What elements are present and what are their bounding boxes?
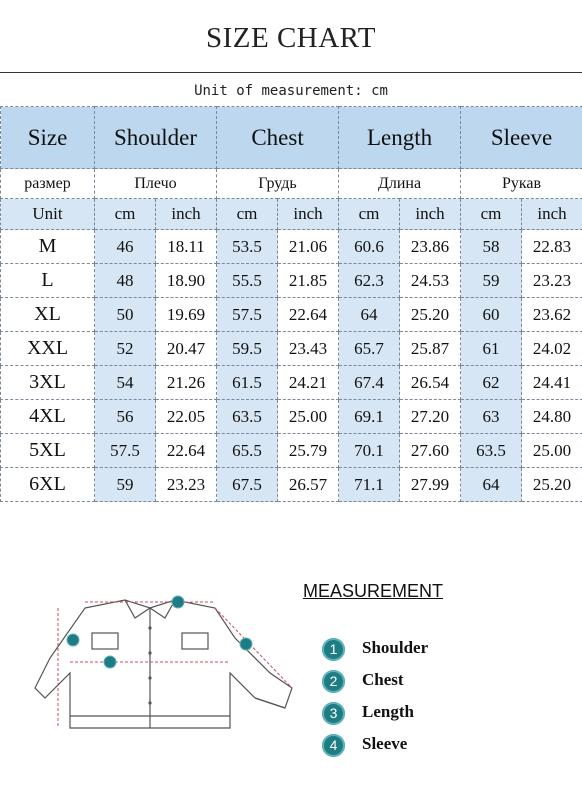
value-cell: 58 [461, 230, 522, 264]
jacket-diagram-icon [30, 578, 310, 778]
value-cell: 27.99 [400, 468, 461, 502]
value-cell: 62.3 [339, 264, 400, 298]
size-cell: M [1, 230, 95, 264]
number-badge-1: 1 [322, 638, 345, 661]
value-cell: 50 [95, 298, 156, 332]
value-cell: 25.00 [522, 434, 582, 468]
header-chest: Chest [217, 107, 339, 169]
value-cell: 22.05 [156, 400, 217, 434]
value-cell: 27.60 [400, 434, 461, 468]
value-cell: 23.62 [522, 298, 582, 332]
value-cell: 20.47 [156, 332, 217, 366]
value-cell: 23.86 [400, 230, 461, 264]
header-length: Length [339, 107, 461, 169]
value-cell: 53.5 [217, 230, 278, 264]
value-cell: 26.57 [278, 468, 339, 502]
header-sleeve: Sleeve [461, 107, 582, 169]
value-cell: 57.5 [217, 298, 278, 332]
value-cell: 25.87 [400, 332, 461, 366]
value-cell: 67.5 [217, 468, 278, 502]
value-cell: 63.5 [217, 400, 278, 434]
value-cell: 19.69 [156, 298, 217, 332]
value-cell: 52 [95, 332, 156, 366]
unit-cell: cm [339, 199, 400, 230]
value-cell: 59 [461, 264, 522, 298]
units-row [1, 199, 582, 230]
value-cell: 25.00 [278, 400, 339, 434]
value-cell: 23.23 [522, 264, 582, 298]
value-cell: 25.20 [522, 468, 582, 502]
number-badge-4: 4 [322, 734, 345, 757]
value-cell: 24.02 [522, 332, 582, 366]
unit-cell: cm [95, 199, 156, 230]
size-cell: XXL [1, 332, 95, 366]
value-cell: 65.7 [339, 332, 400, 366]
value-cell: 24.53 [400, 264, 461, 298]
value-cell: 21.06 [278, 230, 339, 264]
value-cell: 46 [95, 230, 156, 264]
value-cell: 22.83 [522, 230, 582, 264]
value-cell: 60.6 [339, 230, 400, 264]
value-cell: 55.5 [217, 264, 278, 298]
legend-label-length: Length [362, 702, 414, 721]
value-cell: 63 [461, 400, 522, 434]
size-cell: 3XL [1, 366, 95, 400]
table-row [1, 298, 582, 332]
legend-label-shoulder: Shoulder [362, 638, 429, 657]
value-cell: 61.5 [217, 366, 278, 400]
ru-chest: Грудь [217, 169, 339, 199]
table-row [1, 230, 582, 264]
value-cell: 27.20 [400, 400, 461, 434]
table-row [1, 434, 582, 468]
unit-cell: inch [522, 199, 582, 230]
number-badge-3: 3 [322, 702, 345, 725]
unit-label: Unit [1, 199, 95, 230]
value-cell: 48 [95, 264, 156, 298]
table-row [1, 468, 582, 502]
page-title: SIZE CHART [205, 22, 376, 54]
value-cell: 60 [461, 298, 522, 332]
measurement-title: MEASUREMENT [303, 581, 444, 601]
size-cell: XL [1, 298, 95, 332]
value-cell: 61 [461, 332, 522, 366]
value-cell: 18.90 [156, 264, 217, 298]
value-cell: 22.64 [156, 434, 217, 468]
russian-header-row [1, 169, 582, 199]
value-cell: 63.5 [461, 434, 522, 468]
ru-size: размер [1, 169, 95, 199]
value-cell: 54 [95, 366, 156, 400]
value-cell: 24.21 [278, 366, 339, 400]
value-cell: 25.79 [278, 434, 339, 468]
table-row [1, 332, 582, 366]
size-cell: 5XL [1, 434, 95, 468]
value-cell: 23.23 [156, 468, 217, 502]
value-cell: 24.41 [522, 366, 582, 400]
ru-shoulder: Плечо [95, 169, 217, 199]
size-cell: 4XL [1, 400, 95, 434]
ru-sleeve: Рукав [461, 169, 582, 199]
value-cell: 71.1 [339, 468, 400, 502]
unit-cell: inch [278, 199, 339, 230]
ru-length: Длина [339, 169, 461, 199]
table-row [1, 366, 582, 400]
value-cell: 21.85 [278, 264, 339, 298]
value-cell: 57.5 [95, 434, 156, 468]
value-cell: 67.4 [339, 366, 400, 400]
size-cell: 6XL [1, 468, 95, 502]
value-cell: 25.20 [400, 298, 461, 332]
value-cell: 23.43 [278, 332, 339, 366]
value-cell: 65.5 [217, 434, 278, 468]
legend-label-sleeve: Sleeve [362, 734, 408, 753]
number-badge-2: 2 [322, 670, 345, 693]
value-cell: 70.1 [339, 434, 400, 468]
size-cell: L [1, 264, 95, 298]
value-cell: 18.11 [156, 230, 217, 264]
value-cell: 69.1 [339, 400, 400, 434]
unit-cell: cm [217, 199, 278, 230]
unit-cell: inch [156, 199, 217, 230]
value-cell: 56 [95, 400, 156, 434]
unit-note: Unit of measurement: cm [194, 83, 388, 99]
table-row [1, 264, 582, 298]
header-size: Size [1, 107, 95, 169]
table-row [1, 400, 582, 434]
unit-cell: inch [400, 199, 461, 230]
title-divider [0, 72, 582, 73]
size-chart-table [0, 106, 582, 502]
value-cell: 64 [339, 298, 400, 332]
value-cell: 62 [461, 366, 522, 400]
value-cell: 24.80 [522, 400, 582, 434]
value-cell: 21.26 [156, 366, 217, 400]
value-cell: 26.54 [400, 366, 461, 400]
legend-label-chest: Chest [362, 670, 404, 689]
unit-cell: cm [461, 199, 522, 230]
value-cell: 64 [461, 468, 522, 502]
header-shoulder: Shoulder [95, 107, 217, 169]
value-cell: 59.5 [217, 332, 278, 366]
value-cell: 59 [95, 468, 156, 502]
header-row [1, 107, 582, 169]
value-cell: 22.64 [278, 298, 339, 332]
